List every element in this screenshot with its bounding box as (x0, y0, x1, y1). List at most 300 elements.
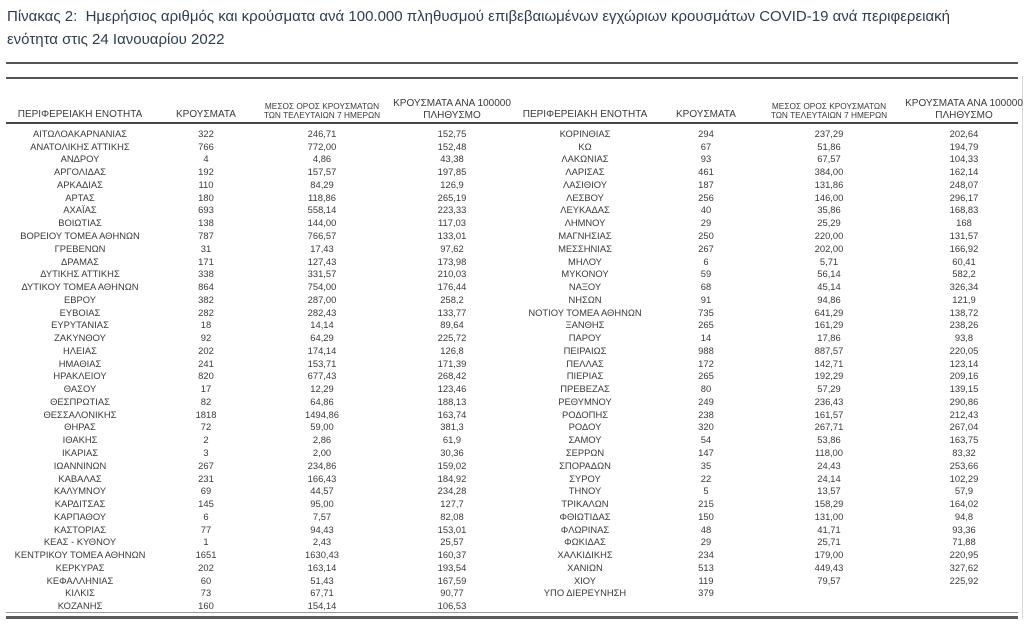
region-cell: ΚΑΡΔΙΤΣΑΣ (54, 498, 106, 510)
cases-cell: 6 (703, 255, 709, 267)
cases-cell: 787 (198, 230, 214, 241)
region-cell: ΚΑΒΑΛΑΣ (58, 472, 102, 484)
avg7-cell: 4,86 (312, 153, 332, 165)
table-row (512, 421, 1024, 434)
per100k-cell: 220,05 (949, 344, 979, 356)
table-row (512, 408, 1024, 421)
table-row (512, 395, 1024, 408)
avg7-cell: 146,00 (814, 191, 844, 203)
cases-cell: 735 (698, 306, 714, 318)
table-row (512, 459, 1024, 472)
avg7-cell: 166,43 (307, 472, 337, 484)
cases-cell: 29 (700, 217, 712, 229)
column-header-per100k-line2: ΠΛΗΘΥΣΜΟ (935, 109, 993, 121)
cases-cell: 192 (198, 166, 214, 178)
region-cell: ΝΑΞΟΥ (568, 281, 602, 293)
cases-cell: 60 (200, 574, 212, 586)
per100k-cell: 93,36 (952, 523, 976, 535)
per100k-cell: 202,64 (949, 127, 979, 139)
region-cell: ΡΟΔΟΥ (568, 421, 602, 433)
cases-cell: 382 (198, 293, 214, 305)
cases-cell: 320 (698, 421, 714, 433)
region-cell: ΙΚΑΡΙΑΣ (61, 447, 99, 459)
avg7-cell: 64,86 (310, 395, 334, 407)
region-cell: ΓΡΕΒΕΝΩΝ (54, 242, 106, 254)
table-row (0, 306, 512, 319)
cases-cell: 59 (700, 268, 712, 280)
region-cell: ΚΙΛΚΙΣ (65, 587, 95, 599)
per100k-cell: 126,8 (440, 344, 464, 356)
region-cell: ΘΗΡΑΣ (64, 421, 96, 433)
table-row (0, 344, 512, 357)
per100k-cell: 159,02 (437, 459, 467, 471)
cases-cell: 338 (198, 268, 214, 280)
table-row (512, 140, 1024, 153)
per100k-cell: 117,03 (438, 217, 466, 229)
region-cell: ΣΑΜΟΥ (568, 434, 602, 446)
region-cell: ΜΕΣΣΗΝΙΑΣ (558, 242, 612, 254)
per100k-cell: 163,75 (949, 434, 979, 446)
cases-cell: 17 (200, 383, 212, 395)
table-row (512, 510, 1024, 523)
avg7-cell: 41,71 (817, 523, 841, 535)
per100k-cell: 193,54 (437, 561, 467, 573)
region-cell: ΛΑΣΙΘΙΟΥ (562, 178, 608, 190)
avg7-cell: 384,00 (814, 166, 844, 178)
region-cell: ΚΕΦΑΛΛΗΝΙΑΣ (46, 574, 114, 586)
column-header-region: ΠΕΡΙΦΕΡΕΙΑΚΗ ΕΝΟΤΗΤΑ (522, 109, 648, 120)
cases-cell: 92 (200, 332, 212, 344)
region-cell: ΦΛΩΡΙΝΑΣ (560, 523, 610, 535)
cases-cell: 988 (698, 344, 714, 356)
column-header-region: ΠΕΡΙΦΕΡΕΙΑΚΗ ΕΝΟΤΗΤΑ (17, 109, 143, 120)
avg7-cell: 56,14 (817, 268, 841, 280)
table-row (0, 153, 512, 166)
cases-cell: 267 (698, 242, 714, 254)
cases-cell: 461 (698, 166, 714, 178)
region-cell: ΘΑΣΟΥ (63, 383, 97, 395)
avg7-cell: 234,86 (307, 459, 337, 471)
per100k-cell: 121,9 (952, 293, 976, 305)
cases-cell: 160 (198, 600, 214, 612)
table-row (0, 484, 512, 497)
avg7-cell: 158,29 (814, 498, 844, 510)
region-cell: ΑΙΤΩΛΟΑΚΑΡΝΑΝΙΑΣ (32, 127, 128, 139)
per100k-cell: 168,83 (949, 204, 979, 216)
cases-cell: 110 (198, 178, 214, 190)
avg7-cell: 94,86 (817, 293, 841, 305)
cases-cell: 48 (700, 523, 712, 535)
per100k-cell: 127,7 (440, 498, 464, 510)
per100k-cell: 188,13 (437, 395, 467, 407)
region-cell: ΚΕΝΤΡΙΚΟΥ ΤΟΜΕΑ ΑΘΗΝΩΝ (14, 549, 146, 561)
table-row (512, 318, 1024, 331)
table-row (0, 421, 512, 434)
avg7-cell: 772,00 (307, 140, 337, 152)
region-cell: ΗΡΑΚΛΕΙΟΥ (53, 370, 107, 382)
avg7-cell: 202,00 (814, 242, 844, 254)
horizontal-rule-top-1 (6, 62, 1018, 64)
bottom-rule-thin (6, 612, 1018, 613)
region-cell: ΔΥΤΙΚΗΣ ΑΤΤΙΚΗΣ (40, 268, 120, 280)
table-row (512, 242, 1024, 255)
cases-cell: 29 (700, 536, 712, 548)
document-title-line2: ενότητα στις 24 Ιανουαρίου 2022 (7, 31, 225, 48)
region-cell: ΑΝΑΤΟΛΙΚΗΣ ΑΤΤΙΚΗΣ (30, 140, 130, 152)
avg7-cell: 179,00 (814, 549, 844, 561)
per100k-cell: 209,16 (949, 370, 979, 382)
cases-cell: 180 (198, 191, 214, 203)
avg7-cell: 131,86 (814, 178, 844, 190)
table-row (0, 191, 512, 204)
per100k-cell: 265,19 (437, 191, 467, 203)
table-row (0, 536, 512, 549)
table-row (0, 140, 512, 153)
avg7-cell: 1630,43 (305, 549, 339, 561)
avg7-cell: 192,29 (814, 370, 844, 382)
region-cell: ΛΗΜΝΟΥ (564, 217, 606, 229)
cases-cell: 1 (203, 536, 209, 548)
column-header-cases: ΚΡΟΥΣΜΑΤΑ (676, 109, 736, 120)
cases-cell: 82 (200, 395, 212, 407)
region-cell: ΝΗΣΩΝ (568, 293, 602, 305)
region-cell: ΜΥΚΟΝΟΥ (561, 268, 609, 280)
region-cell: ΥΠΟ ΔΙΕΡΕΥΝΗΣΗ (543, 587, 627, 599)
avg7-cell: 59,00 (310, 421, 334, 433)
per100k-cell: 210,03 (437, 268, 467, 280)
table-row (0, 216, 512, 229)
per100k-cell: 133,01 (437, 230, 467, 241)
avg7-cell: 449,43 (814, 561, 844, 573)
table-row (0, 561, 512, 574)
avg7-cell: 5,71 (819, 255, 839, 267)
region-cell: ΗΜΑΘΙΑΣ (58, 357, 102, 369)
cases-cell: 93 (700, 153, 712, 165)
per100k-cell: 83,32 (952, 447, 976, 459)
avg7-cell: 220,00 (814, 230, 844, 241)
cases-cell: 14 (700, 332, 712, 344)
region-cell: ΣΠΟΡΑΔΩΝ (559, 459, 611, 471)
per100k-cell: 582,2 (952, 268, 976, 280)
cases-cell: 3 (203, 447, 209, 459)
per100k-cell: 267,04 (949, 421, 979, 433)
region-cell: ΙΘΑΚΗΣ (62, 434, 98, 446)
cases-cell: 265 (698, 319, 714, 331)
per100k-cell: 131,57 (949, 230, 979, 241)
per100k-cell: 238,26 (949, 319, 979, 331)
per100k-cell: 296,17 (949, 191, 979, 203)
table-row (0, 548, 512, 561)
avg7-cell: 24,14 (817, 472, 841, 484)
avg7-cell: 2,43 (312, 536, 332, 548)
region-cell: ΛΕΣΒΟΥ (566, 191, 604, 203)
avg7-cell: 144,00 (307, 217, 337, 229)
per100k-cell: 268,42 (437, 370, 467, 382)
column-header-per100k-line1: ΚΡΟΥΣΜΑΤΑ ΑΝΑ 100000 (905, 98, 1023, 109)
table-row (0, 178, 512, 191)
table-row (0, 382, 512, 395)
table-row (512, 306, 1024, 319)
table-row (512, 191, 1024, 204)
per100k-cell: 381,3 (440, 421, 464, 433)
region-cell: ΛΑΡΙΣΑΣ (565, 166, 605, 178)
table-row (512, 204, 1024, 217)
table-row (512, 127, 1024, 140)
table-row (512, 433, 1024, 446)
avg7-cell: 17,86 (817, 332, 841, 344)
per100k-cell: 163,74 (437, 408, 467, 420)
per100k-cell: 171,39 (437, 357, 467, 369)
region-cell: ΔΡΑΜΑΣ (61, 255, 99, 267)
cases-cell: 249 (698, 395, 714, 407)
region-cell: ΙΩΑΝΝΙΝΩΝ (53, 459, 107, 471)
avg7-cell: 887,57 (814, 344, 844, 356)
table-row (0, 318, 512, 331)
per100k-cell: 97,62 (440, 242, 464, 254)
per100k-cell: 60,41 (952, 255, 976, 267)
cases-cell: 202 (198, 344, 214, 356)
per100k-cell: 133,77 (437, 306, 467, 318)
region-cell: ΕΒΡΟΥ (63, 293, 96, 305)
region-cell: ΚΑΡΠΑΘΟΥ (53, 510, 107, 522)
avg7-cell: 236,43 (814, 395, 844, 407)
avg7-cell: 25,71 (817, 536, 841, 548)
region-cell: ΖΑΚΥΝΘΟΥ (54, 332, 106, 344)
avg7-cell: 641,29 (814, 306, 844, 318)
column-header-per100k (904, 98, 1024, 122)
cases-cell: 150 (698, 510, 714, 522)
avg7-cell: 13,57 (817, 485, 841, 497)
per100k-cell: 197,85 (437, 166, 467, 178)
column-header-per100k-line1: ΚΡΟΥΣΜΑΤΑ ΑΝΑ 100000 (393, 98, 511, 109)
cases-cell: 241 (198, 357, 214, 369)
table-row (0, 587, 512, 600)
table-row (512, 216, 1024, 229)
region-cell: ΡΕΘΥΜΝΟΥ (558, 395, 612, 407)
region-cell: ΡΟΔΟΠΗΣ (561, 408, 609, 420)
cases-cell: 6 (203, 510, 209, 522)
per100k-cell: 326,34 (949, 281, 979, 293)
document-title (7, 5, 1019, 51)
table-row (512, 548, 1024, 561)
region-cell: ΚΟΡΙΝΘΙΑΣ (559, 127, 611, 139)
table-row (512, 293, 1024, 306)
table-row (512, 472, 1024, 485)
cases-cell: 265 (698, 370, 714, 382)
column-header-avg7-line1: ΜΕΣΟΣ ΟΡΟΣ ΚΡΟΥΣΜΑΤΩΝ (771, 100, 887, 111)
cases-cell: 1651 (195, 549, 217, 561)
table-row (0, 497, 512, 510)
region-cell: ΒΟΙΩΤΙΑΣ (58, 217, 102, 229)
avg7-cell: 25,29 (817, 217, 841, 229)
table-row (512, 178, 1024, 191)
cases-cell: 40 (700, 204, 712, 216)
cases-cell: 2 (203, 434, 209, 446)
region-cell: ΤΗΝΟΥ (568, 485, 602, 497)
avg7-cell: 12,29 (310, 383, 334, 395)
region-cell: ΧΑΛΚΙΔΙΚΗΣ (557, 549, 613, 561)
avg7-cell: 95,00 (310, 498, 334, 510)
per100k-cell: 123,46 (437, 383, 467, 395)
per100k-cell: 30,36 (440, 447, 464, 459)
region-cell: ΑΡΓΟΛΙΔΑΣ (54, 166, 106, 178)
region-cell: ΘΕΣΣΑΛΟΝΙΚΗΣ (43, 408, 117, 420)
region-cell: ΞΑΝΘΗΣ (565, 319, 605, 331)
avg7-cell: 267,71 (814, 421, 844, 433)
per100k-cell: 162,14 (949, 166, 979, 178)
per100k-cell: 139,15 (949, 383, 979, 395)
avg7-cell: 94,43 (310, 523, 334, 535)
cases-cell: 513 (698, 561, 714, 573)
per100k-cell: 194,79 (949, 140, 979, 152)
table-body (512, 127, 1024, 599)
table-row (512, 255, 1024, 268)
avg7-cell: 163,14 (307, 561, 337, 573)
table-header (0, 90, 512, 122)
table-row (512, 229, 1024, 242)
avg7-cell: 67,71 (310, 587, 334, 599)
avg7-cell: 51,86 (817, 140, 841, 152)
avg7-cell: 558,14 (307, 204, 337, 216)
table-header (512, 90, 1024, 122)
region-cell: ΗΛΕΙΑΣ (63, 344, 97, 356)
avg7-cell: 79,57 (817, 574, 841, 586)
region-cell: ΣΥΡΟΥ (569, 472, 601, 484)
region-cell: ΤΡΙΚΑΛΩΝ (561, 498, 609, 510)
region-cell: ΝΟΤΙΟΥ ΤΟΜΕΑ ΑΘΗΝΩΝ (528, 306, 642, 318)
cases-cell: 22 (700, 472, 712, 484)
per100k-cell: 104,33 (949, 153, 979, 165)
cases-cell: 820 (198, 370, 214, 382)
per100k-cell: 138,72 (949, 306, 979, 318)
region-cell: ΒΟΡΕΙΟΥ ΤΟΜΕΑ ΑΘΗΝΩΝ (20, 230, 140, 241)
avg7-cell: 331,57 (307, 268, 337, 280)
table-row (0, 127, 512, 140)
cases-cell: 187 (698, 178, 714, 190)
per100k-cell: 71,88 (952, 536, 976, 548)
table-row (512, 280, 1024, 293)
cases-cell: 379 (698, 587, 714, 599)
avg7-cell: 51,43 (310, 574, 334, 586)
cases-cell: 1818 (195, 408, 217, 420)
per100k-cell: 152,75 (437, 127, 467, 139)
table-row (0, 204, 512, 217)
avg7-cell: 1494,86 (305, 408, 339, 420)
table-row (0, 574, 512, 587)
avg7-cell: 161,57 (814, 408, 844, 420)
per100k-cell: 253,66 (949, 459, 979, 471)
avg7-cell: 153,71 (307, 357, 337, 369)
column-header-avg7-line2: ΤΩΝ ΤΕΛΕΥΤΑΙΩΝ 7 ΗΜΕΡΩΝ (770, 110, 888, 121)
avg7-cell: 157,57 (307, 166, 337, 178)
region-cell: ΜΑΓΝΗΣΙΑΣ (558, 230, 612, 241)
table-row (512, 574, 1024, 587)
avg7-cell: 14,14 (310, 319, 334, 331)
region-cell: ΚΑΛΥΜΝΟΥ (53, 485, 107, 497)
avg7-cell: 24,43 (817, 459, 841, 471)
document-title-line1: Πίνακας 2: Ημερήσιος αριθμός και κρούσματα ανά 100.000 πληθυσμού επιβεβαιωμένων εγχώριων κρουσμάτων COVID-19 ανά περιφερειακή (7, 8, 950, 25)
per100k-cell: 248,07 (949, 178, 979, 190)
avg7-cell: 237,29 (814, 127, 844, 139)
region-cell: ΔΥΤΙΚΟΥ ΤΟΜΕΑ ΑΘΗΝΩΝ (21, 281, 139, 293)
region-cell: ΑΧΑΪΑΣ (63, 204, 97, 216)
per100k-cell: 43,38 (440, 153, 464, 165)
avg7-cell: 7,57 (312, 510, 332, 522)
per100k-cell: 290,86 (949, 395, 979, 407)
per100k-cell: 61,9 (442, 434, 462, 446)
cases-cell: 171 (198, 255, 214, 267)
table-row (512, 587, 1024, 600)
per100k-cell: 327,62 (949, 561, 979, 573)
per100k-cell: 164,02 (949, 498, 979, 510)
region-cell: ΚΩ (578, 140, 592, 152)
table-row (512, 536, 1024, 549)
per100k-cell: 225,92 (949, 574, 979, 586)
table-row (0, 229, 512, 242)
column-header-avg7-line2: ΤΩΝ ΤΕΛΕΥΤΑΙΩΝ 7 ΗΜΕΡΩΝ (263, 110, 381, 121)
cases-cell: 77 (200, 523, 212, 535)
per100k-cell: 223,33 (437, 204, 467, 216)
table-row (512, 446, 1024, 459)
avg7-cell: 84,29 (310, 178, 334, 190)
region-cell: ΧΙΟΥ (573, 574, 597, 586)
column-header-per100k-line2: ΠΛΗΘΥΣΜΟ (423, 109, 481, 121)
per100k-cell: 153,01 (437, 523, 467, 535)
avg7-cell: 154,14 (307, 600, 337, 612)
avg7-cell: 287,00 (307, 293, 337, 305)
table-body (0, 127, 512, 612)
cases-cell: 147 (698, 447, 714, 459)
cases-cell: 68 (700, 281, 712, 293)
table-row (0, 433, 512, 446)
avg7-cell: 53,86 (817, 434, 841, 446)
cases-cell: 282 (198, 306, 214, 318)
avg7-cell: 174,14 (307, 344, 337, 356)
avg7-cell: 44,57 (310, 485, 334, 497)
column-header-avg7 (252, 102, 392, 122)
region-cell: ΚΕΑΣ - ΚΥΘΝΟΥ (43, 536, 117, 548)
avg7-cell: 118,86 (308, 191, 336, 203)
avg7-cell: 754,00 (307, 281, 337, 293)
per100k-cell: 102,29 (949, 472, 979, 484)
avg7-cell: 118,00 (815, 447, 843, 459)
avg7-cell: 2,86 (312, 434, 332, 446)
per100k-cell: 212,43 (949, 408, 979, 420)
horizontal-rule-top-2 (6, 77, 1018, 79)
region-cell: ΦΩΚΙΔΑΣ (564, 536, 606, 548)
table-row (512, 331, 1024, 344)
cases-cell: 234 (698, 549, 714, 561)
cases-cell: 67 (700, 140, 712, 152)
column-header-avg7 (754, 102, 904, 122)
cases-cell: 18 (200, 319, 212, 331)
cases-cell: 693 (198, 204, 214, 216)
table-row (0, 408, 512, 421)
cases-cell: 322 (198, 127, 214, 139)
table-row (512, 561, 1024, 574)
table-row (0, 599, 512, 612)
cases-cell: 250 (698, 230, 714, 241)
table-row (0, 459, 512, 472)
avg7-cell: 161,29 (814, 319, 844, 331)
cases-cell: 766 (198, 140, 214, 152)
table-row (512, 267, 1024, 280)
region-cell: ΕΥΡΥΤΑΝΙΑΣ (51, 319, 109, 331)
per100k-cell: 57,9 (954, 485, 974, 497)
region-cell: ΠΡΕΒΕΖΑΣ (560, 383, 610, 395)
table-row (512, 484, 1024, 497)
region-cell: ΚΑΣΤΟΡΙΑΣ (53, 523, 107, 535)
